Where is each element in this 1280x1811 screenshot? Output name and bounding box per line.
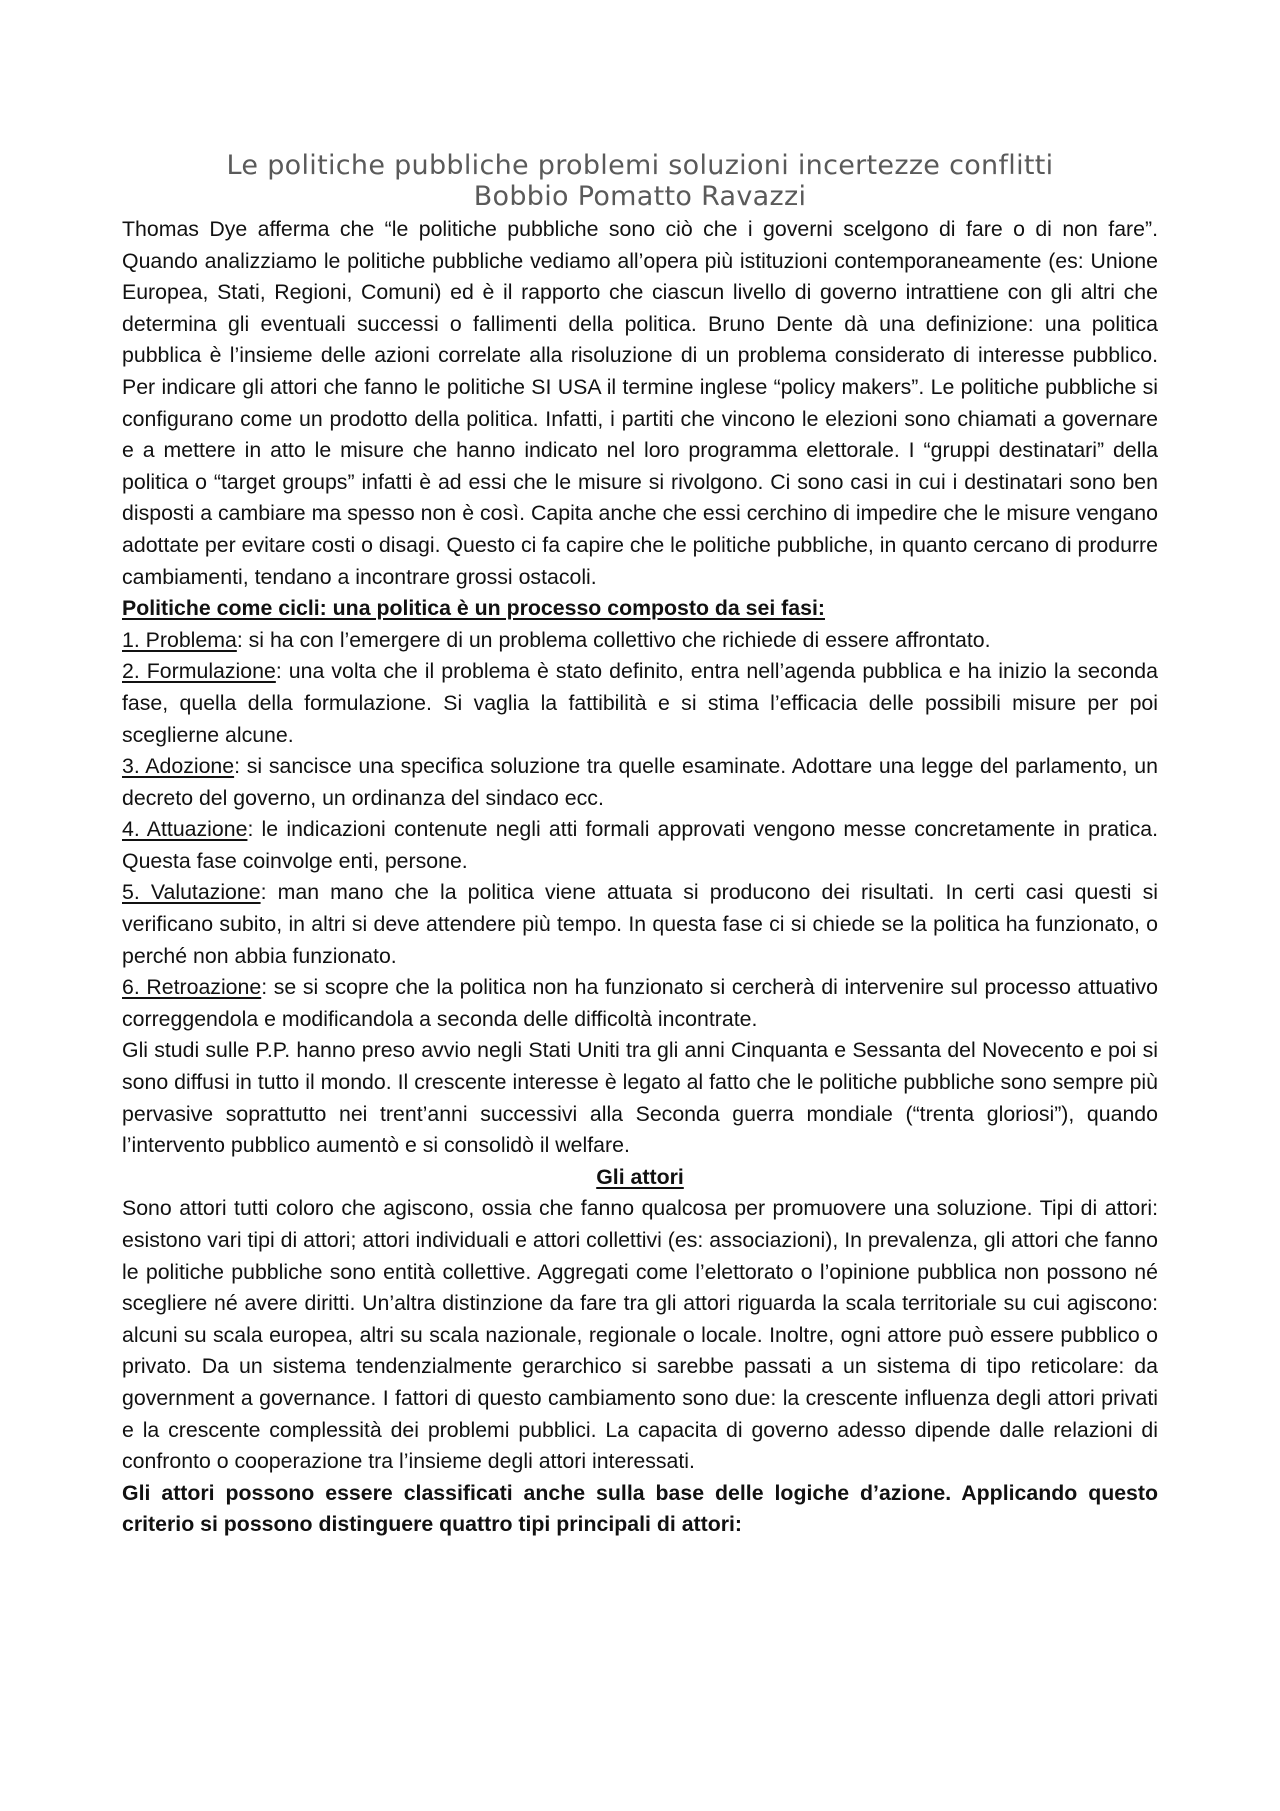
title-line-2: Bobbio Pomatto Ravazzi (473, 181, 807, 212)
phase-6-label: 6. Retroazione (122, 975, 262, 1000)
cycle-heading-text: Politiche come cicli: una politica è un processo composto da sei fasi: (122, 596, 825, 621)
phase-6 (122, 972, 1158, 1035)
phase-2-text: : una volta che il problema è stato definito, entra nell’agenda pubblica e ha inizio la seconda fase, quella della formulazione. Si vaglia la fattibilità e si stima l’efficacia delle possibili misure per poi sceglierne alcune. (122, 659, 1158, 747)
actors-paragraph: Sono attori tutti coloro che agiscono, ossia che fanno qualcosa per promuovere una soluzione. Tipi di attori: esistono vari tipi di attori; attori individuali e attori collettivi (es: associazioni), In prevalenza, gli attori che fanno le politiche pubbliche sono entità collettive. Aggregati come l’elettorato o l’opinione pubblica non possono né scegliere né avere diritti. Un’altra distinzione da fare tra gli attori riguarda la scala territoriale su cui agiscono: alcuni su scala europea, altri su scala nazionale, regionale o locale. Inoltre, ogni attore può essere pubblico o privato. Da un sistema tendenzialmente gerarchico si sarebbe passati a un sistema di tipo reticolare: da government a governance. I fattori di questo cambiamento sono due: la crescente influenza degli attori privati e la crescente complessità dei problemi pubblici. La capacita di governo adesso dipende dalle relazioni di confronto o cooperazione tra l’insieme degli attori interessati. (122, 1196, 1158, 1474)
phase-4 (122, 814, 1158, 877)
actors-heading (122, 1162, 1158, 1194)
phase-5 (122, 877, 1158, 972)
phase-3 (122, 751, 1158, 814)
phase-1-label: 1. Problema (122, 627, 237, 652)
studies-paragraph: Gli studi sulle P.P. hanno preso avvio negli Stati Uniti tra gli anni Cinquanta e Sessanta del Novecento e poi si sono diffusi in tutto il mondo. Il crescente interesse è legato al fatto che le politiche pubbliche sono sempre più pervasive soprattutto nei trent’anni successivi alla Seconda guerra mondiale (“trenta gloriosi”), quando l’intervento pubblico aumentò e si consolidò il welfare. (122, 1038, 1158, 1158)
phase-1 (122, 625, 1158, 657)
phase-4-text: : le indicazioni contenute negli atti formali approvati vengono messe concretamente in pratica. Questa fase coinvolge enti, persone. (122, 817, 1158, 873)
phase-5-label: 5. Valutazione (122, 880, 261, 905)
phase-2 (122, 656, 1158, 751)
phase-6-text: : se si scopre che la politica non ha funzionato si cercherà di intervenire sul processo attuativo correggendola e modificandola a seconda delle difficoltà incontrate. (122, 975, 1158, 1031)
phase-3-label: 3. Adozione (122, 754, 235, 779)
phase-3-text: : si sancisce una specifica soluzione tra quelle esaminate. Adottare una legge del parlamento, un decreto del governo, un ordinanza del sindaco ecc. (122, 754, 1158, 810)
title-line-1: Le politiche pubbliche problemi soluzioni incertezze conflitti (226, 150, 1054, 181)
phase-2-label: 2. Formulazione (122, 659, 276, 684)
cycle-heading (122, 593, 1158, 625)
phase-4-label: 4. Attuazione (122, 817, 248, 842)
intro-paragraph: Thomas Dye afferma che “le politiche pubbliche sono ciò che i governi scelgono di fare o di non fare”. Quando analizziamo le politiche pubbliche vediamo all’opera più istituzioni contemporaneamente (es: Unione Europea, Stati, Regioni, Comuni) ed è il rapporto che ciascun livello di governo intrattiene con gli altri che determina gli eventuali successi o fallimenti della politica. Bruno Dente dà una definizione: una politica pubblica è l’insieme delle azioni correlate alla risoluzione di un problema considerato di interesse pubblico. Per indicare gli attori che fanno le politiche SI USA il termine inglese “policy makers”. Le politiche pubbliche si configurano come un prodotto della politica. Infatti, i partiti che vincono le elezioni sono chiamati a governare e a mettere in atto le misure che hanno indicato nel loro programma elettorale. I “gruppi destinatari” della politica o “target groups” infatti è ad essi che le misure si rivolgono. Ci sono casi in cui i destinatari sono ben disposti a cambiare ma spesso non è così. Capita anche che essi cerchino di impedire che le misure vengano adottate per evitare costi o disagi. Questo ci fa capire che le politiche pubbliche, in quanto cercano di produrre cambiamenti, tendano a incontrare grossi ostacoli. (122, 217, 1158, 589)
phase-1-text: : si ha con l’emergere di un problema collettivo che richiede di essere affrontato. (236, 627, 991, 652)
document-title (122, 150, 1158, 212)
document-body (122, 214, 1158, 1541)
phase-5-text: : man mano che la politica viene attuata si producono dei risultati. In certi casi questi si verificano subito, in altri si deve attendere più tempo. In questa fase ci si chiede se la politica ha funzionato, o perché non abbia funzionato. (122, 880, 1158, 968)
actors-bold-statement: Gli attori possono essere classificati anche sulla base delle logiche d’azione. Applicando questo criterio si possono distinguere quattro tipi principali di attori: (122, 1480, 1158, 1537)
actors-heading-text: Gli attori (596, 1164, 684, 1189)
